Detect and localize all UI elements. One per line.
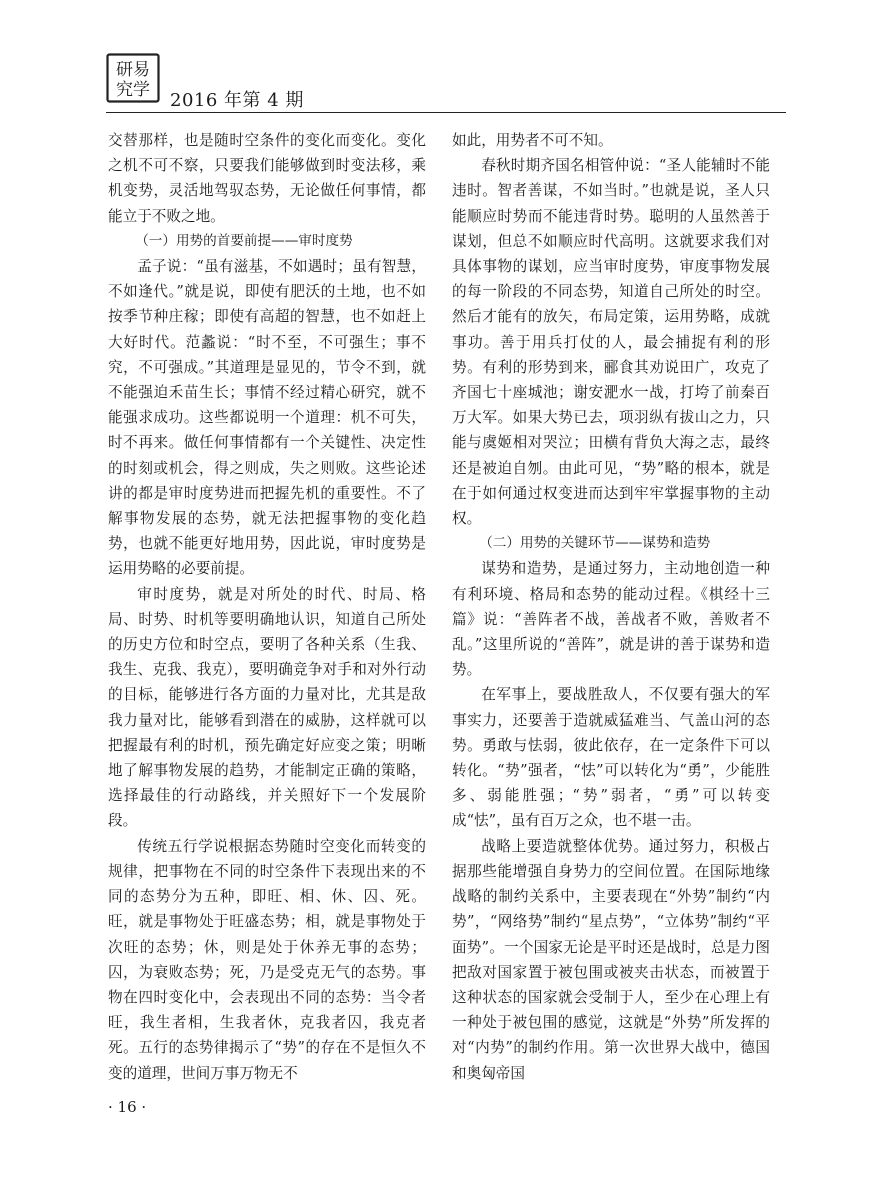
page-header (0, 0, 890, 126)
right-paragraph: 如此，用势者不可不知。 (452, 132, 613, 149)
right-paragraph: 谋势和造势，是通过努力，主动地创造一种有利环境、格局和态势的能动过程。《棋经十三篇》说：“善阵者不战，善战者不败，善败者不乱。”这里所说的“善阵”，就是讲的善于谋势和造势。 (452, 560, 770, 679)
right-paragraph: 战略上要造就整体优势。通过努力，积极占据那些能增强自身势力的空间位置。在国际地缘战略的制约关系中，主要表现在“外势”制约“内势”，“网络势”制约“星点势”，“立体势”制约“平面势”。一个国家无论是平时还是战时，总是力图把敌对国家置于被包围或被夹击状态，而被置于这种状态的国家就会受制于人，至少在心理上有一种处于被包围的感觉，这就是“外势”所发挥的对“内势”的制约作用。第一次世界大战中，德国和奥匈帝国 (452, 837, 770, 1082)
left-column (108, 128, 426, 1083)
left-paragraph: 交替那样，也是随时空条件的变化而变化。变化之机不可不察，只要我们能够做到时变法移，乘机变势，灵活地驾驭态势，无论做任何事情，都能立于不败之地。 (108, 132, 426, 225)
right-paragraph: 春秋时期齐国名相管仲说：“圣人能辅时不能违时。智者善谋，不如当时。”也就是说，圣人只能顺应时势而不能违背时势。聪明的人虽然善于谋划，但总不如顺应时代高明。这就要求我们对具体事物的谋划，应当审时度势，审度事物发展的每一阶段的不同态势，知道自己所处的时空。然后才能有的放矢，布局定策，运用势略，成就事功。善于用兵打仗的人，最会捕捉有利的形势。有利的形势到来，郦食其劝说田广，攻克了齐国七十座城池；谢安淝水一战，打垮了前秦百万大军。如果大势已去，项羽纵有拔山之力，只能与虞姬相对哭泣；田横有背负大海之志，最终还是被迫自刎。由此可见，“势”略的根本，就是在于如何通过权变进而达到牢牢掌握事物的主动权。 (452, 157, 770, 528)
journal-logo-seal (106, 53, 160, 103)
left-paragraph: 传统五行学说根据态势随时空变化而转变的规律，把事物在不同的时空条件下表现出来的不同的态势分为五种，即旺、相、休、囚、死。旺，就是事物处于旺盛态势；相，就是事物处于次旺的态势；休，则是处于休养无事的态势；囚，为衰败态势；死，乃是受克无气的态势。事物在四时变化中，会表现出不同的态势：当令者旺，我生者相，生我者休，克我者囚，我克者死。五行的态势律揭示了“势”的存在不是恒久不变的道理，世间万事万物无不 (108, 837, 426, 1082)
right-paragraph: 在军事上，要战胜敌人，不仅要有强大的军事实力，还要善于造就威猛难当、气盖山河的态势。勇敢与怯弱，彼此依存，在一定条件下可以转化。“势”强者，“怯”可以转化为“勇”，少能胜多、弱能胜强；“势”弱者，“勇”可以转变成“怯”，虽有百万之众，也不堪一击。 (452, 686, 770, 830)
left-section-heading: （一）用势的首要前提——审时度势 (135, 232, 353, 249)
page-number: · 16 · (108, 1098, 147, 1116)
journal-issue: 2016 年第 4 期 (170, 90, 304, 111)
left-paragraph: 审时度势，就是对所处的时代、时局、格局、时势、时机等要明确地认识，知道自己所处的历史方位和时空点，要明了各种关系（生我、我生、克我、我克），要明确竞争对手和对外行动的目标，能够进行各方面的力量对比，尤其是敌我力量对比，能够看到潜在的威胁，这样就可以把握最有利的时机，预先确定好应变之策；明晰地了解事物发展的趋势，才能制定正确的策略，选择最佳的行动路线，并关照好下一个发展阶段。 (108, 585, 426, 830)
header-rule (106, 112, 786, 113)
right-column (452, 128, 770, 1083)
left-paragraph: 孟子说：“虽有滋基，不如遇时；虽有智慧，不如逢代。”就是说，即使有肥沃的土地，也不如按季节种庄稼；即使有高超的智慧，也不如赶上大好时代。范蠡说：“时不至，不可强生；事不究，不可强成。”其道理是显见的，节令不到，就不能强迫禾苗生长；事情不经过精心研究，就不能强求成功。这些都说明一个道理：机不可失，时不再来。做任何事情都有一个关键性、决定性的时刻或机会，得之则成，失之则败。这些论述讲的都是审时度势进而把握先机的重要性。不了解事物发展的态势，就无法把握事物的变化趋势，也就不能更好地用势，因此说，审时度势是运用势略的必要前提。 (108, 258, 426, 578)
right-section-heading: （二）用势的关键环节——谋势和造势 (479, 535, 711, 552)
svg-text:研易: 研易 (116, 60, 150, 80)
svg-text:究学: 究学 (116, 80, 150, 100)
